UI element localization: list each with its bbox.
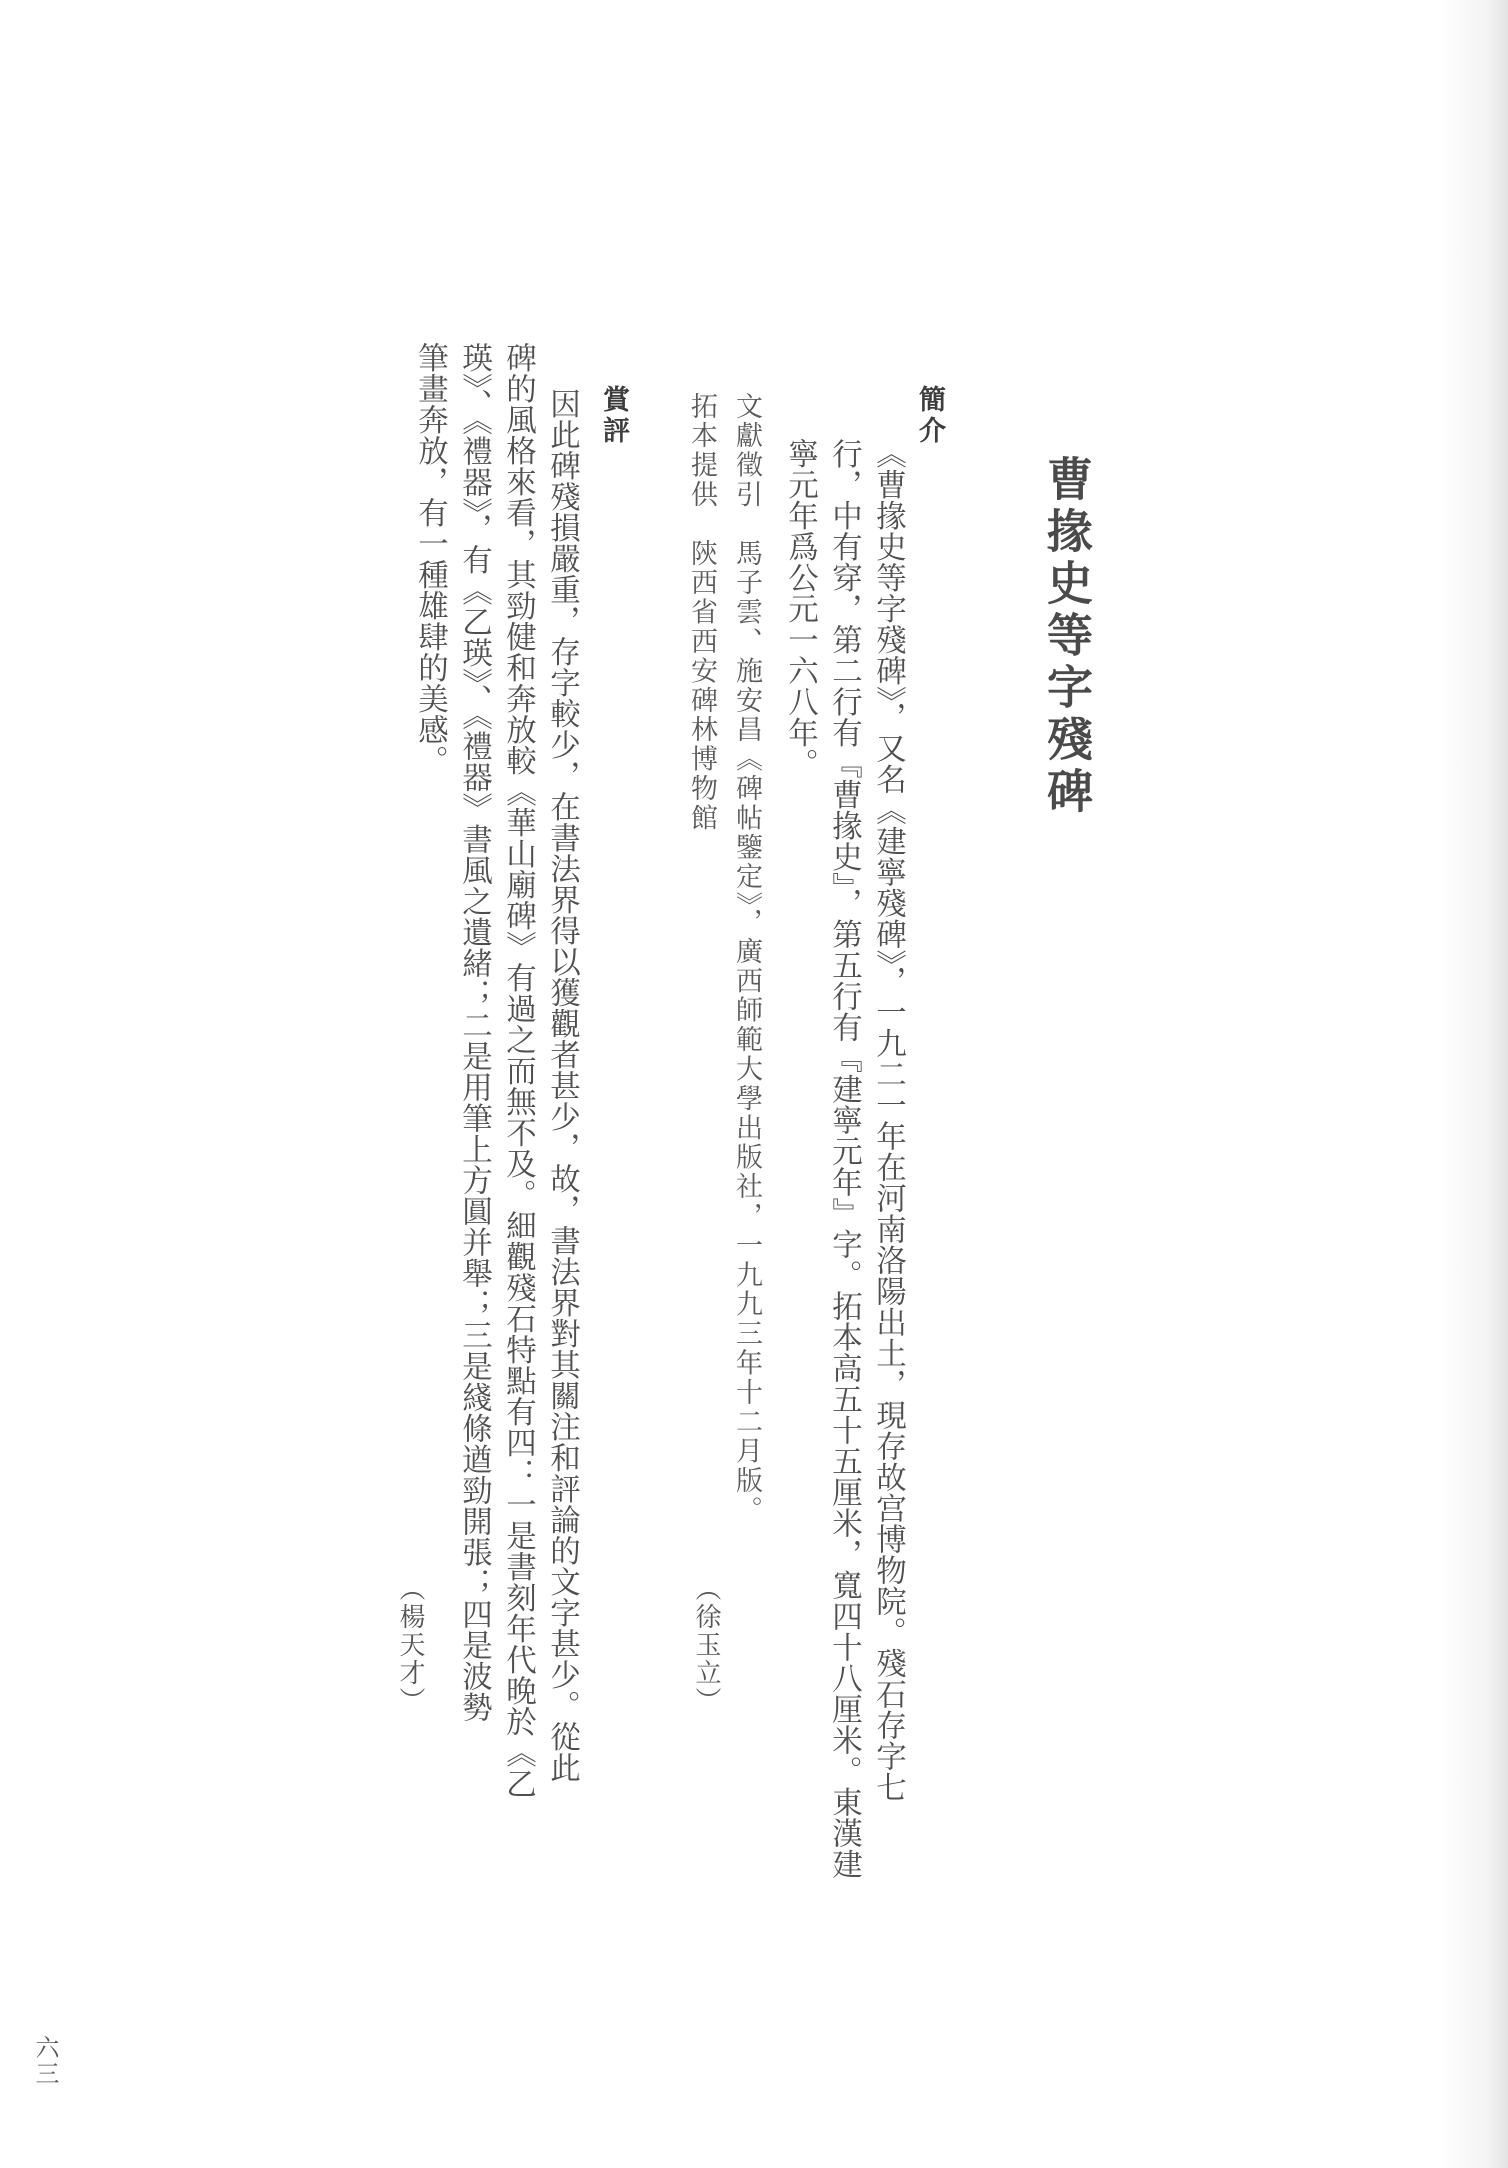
review-heading: 賞評 [598, 385, 629, 447]
review-line-1: 因此碑殘損嚴重，存字較少，在書法界得以獲觀者甚少，故，書法界對其關注和評論的文字甚少。從此 [544, 388, 580, 1783]
intro-line-1: 《曹掾史等字殘碑》，又名《建寧殘碑》，一九二一年在河南洛陽出土，現存故宫博物院。殘石存字七 [870, 438, 906, 1803]
intro-line-2: 行，中有穿，第二行有『曹掾史』，第五行有『建寧元年』字。拓本高五十五厘米，寬四十八厘米。東漢建 [826, 438, 862, 1880]
intro-author: （徐玉立） [691, 1575, 721, 1715]
review-line-3: 瑛》、《禮器》，有《乙瑛》、《禮器》書風之遺緒；二是用筆上方圓并舉；三是綫條遒勁開張；四是波勢 [456, 342, 492, 1723]
review-author: （楊天才） [395, 1575, 425, 1715]
intro-citation: 文獻徵引 馬子雲、施安昌《碑帖鑒定》，廣西師範大學出版社，一九九三年十二月版。 [731, 392, 762, 1526]
review-line-4: 筆畫奔放，有一種雄肆的美感。 [412, 342, 448, 776]
page-number: 六三 [31, 2035, 59, 2087]
page-title: 曹掾史等字殘碑 [1040, 455, 1094, 819]
intro-heading: 簡介 [914, 385, 945, 447]
review-line-2: 碑的風格來看，其勁健和奔放較《華山廟碑》有過之而無不及。細觀殘石特點有四：一是書刻年代晚於《乙 [500, 342, 536, 1799]
intro-line-3: 寧元年爲公元一六八年。 [782, 438, 818, 779]
intro-provider: 拓本提供 陝西省西安碑林博物館 [686, 392, 717, 833]
page-gutter-shadow [1438, 0, 1508, 2168]
